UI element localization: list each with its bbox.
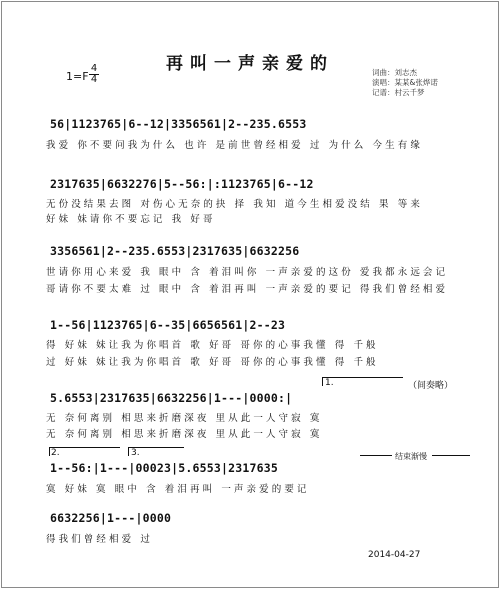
meter-bottom: 4 xyxy=(90,74,98,85)
credits xyxy=(372,68,438,98)
system-6-notes: 1--56:|1---|00023|5.6553|2317635 xyxy=(50,461,278,475)
time-signature xyxy=(89,64,99,85)
ending-3-label: 3. xyxy=(131,448,140,458)
meter-top: 4 xyxy=(90,63,98,74)
system-6-lyric-1: 寞 好妹 寞 眼中 含 着泪再叫 一声亲爱的要记 xyxy=(46,484,310,495)
credit-singer: 演唱：某某&张烨诺 xyxy=(372,78,438,87)
fine-label: 结束渐慢 xyxy=(395,452,427,461)
system-2-lyric-1: 无份没结果去图 对伤心无奈的抉 择 我知 道今生相爱没结 果 等来 xyxy=(46,199,423,210)
ending-2-bracket xyxy=(49,447,120,456)
system-3-lyric-2: 哥请你不要太难 过 眼中 含 着泪再叫 一声亲爱的要记 得我们曾经相爱 xyxy=(46,284,449,295)
system-5-notes: 5.6553|2317635|6632256|1---|0000:| xyxy=(50,391,293,405)
system-7-notes: 6632256|1---|0000 xyxy=(50,511,172,525)
ending-2-label: 2. xyxy=(51,448,60,458)
system-4-notes: 1--56|1123765|6--35|6656561|2--23 xyxy=(50,318,286,332)
system-4-lyric-2: 过 好妹 妹让我为你唱首 歌 好哥 哥你的心事我懂 得 千般 xyxy=(46,357,379,368)
system-7-lyric-1: 得我们曾经相爱 过 xyxy=(46,534,153,545)
system-2-lyric-2: 好妹 妹请你不要忘记 我 好哥 xyxy=(46,214,216,225)
credit-lyricist-composer: 词曲：刘志杰 xyxy=(372,68,417,77)
system-3-lyric-1: 世请你用心来爱 我 眼中 含 着泪叫你 一声亲爱的这份 爱我都永远会记 xyxy=(46,267,449,278)
system-1-lyric-1: 我爱 你不要问我为什么 也许 是前世曾经相爱 过 为什么 今生有缘 xyxy=(46,140,423,151)
system-5-lyric-2: 无 奈何离别 相思来折磨深夜 里从此一人守寂 寞 xyxy=(46,429,323,440)
credit-transcriber: 记谱：村云千梦 xyxy=(372,88,425,97)
system-1-notes: 56|1123765|6--12|3356561|2--235.6553 xyxy=(50,117,307,131)
song-title: 再叫一声亲爱的 xyxy=(166,54,334,74)
fine-line-left xyxy=(360,455,392,456)
interlude-note: （间奏略） xyxy=(408,381,454,391)
key-signature: 1=F xyxy=(66,70,89,83)
date-stamp: 2014-04-27 xyxy=(368,550,421,560)
system-3-notes: 3356561|2--235.6553|2317635|6632256 xyxy=(50,244,300,258)
ending-1-bracket xyxy=(322,377,403,386)
system-5-lyric-1: 无 奈何离别 相思来折磨深夜 里从此一人守寂 寞 xyxy=(46,413,323,424)
system-4-lyric-1: 得 好妹 妹让我为你唱首 歌 好哥 哥你的心事我懂 得 千般 xyxy=(46,340,379,351)
ending-1-label: 1. xyxy=(325,378,334,388)
fine-line-right xyxy=(432,455,470,456)
system-2-notes: 2317635|6632276|5--56:|:1123765|6--12 xyxy=(50,177,314,191)
